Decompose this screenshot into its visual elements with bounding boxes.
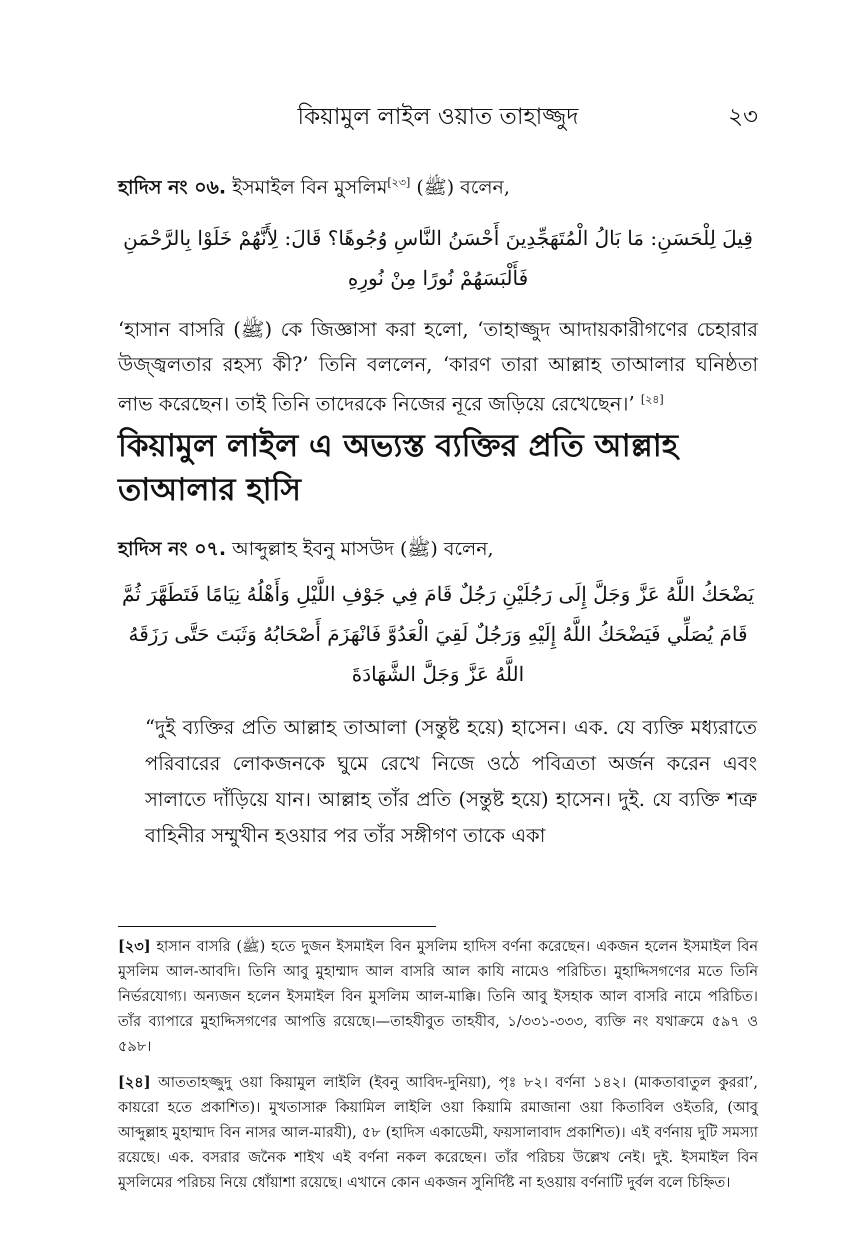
hadith-6-verb: বলেন,: [454, 176, 510, 199]
hadith-6-label: হাদিস নং ০৬.: [118, 176, 227, 199]
footnote-text: আততাহজ্জুদু ওয়া কিয়ামুল লাইলি (ইবনু আবিদ-দুনিয়া), পৃঃ ৮২। বর্ণনা ১৪২। (মাকতাবাতুল কুররা’, কায়রো হতে প্রকাশিত)। মুখতাসারু কিয়ামিল লাইলি ওয়া কিয়ামি রমাজানা ওয়া কিতাবিল ওইতরি, (আবু আব্দুল্লাহ মুহাম্মাদ বিন নাসর আল-মারযী), ৫৮ (হাদিস একাডেমী, ফয়সালাবাদ প্রকাশিত)। এই বর্ণনায় দুটি সমস্যা রয়েছে। এক. বসরার জনৈক শাইখ এই বর্ণনা নকল করেছেন। তাঁর পরিচয় উল্লেখ নেই। দুই. ইসমাইল বিন মুসলিমের পরিচয় নিয়ে ধোঁয়াশা রয়েছে। এখানে কোন একজন সুনির্দিষ্ট না হওয়ায় বর্ণনাটি দুর্বল বলে চিহ্নিত।: [118, 1075, 758, 1191]
hadith-7-arabic: [118, 574, 758, 694]
running-header: [118, 96, 758, 132]
hadith-7-intro: [118, 536, 758, 562]
arabic-line: يَضْحَكُ اللَّهُ عَزَّ وَجَلَّ إِلَى رَجُلَيْنِ رَجُلٌ قَامَ فِي جَوْفِ اللَّيْلِ وَأَهْلُهُ نِيَامًا فَتَطَهَّرَ ثُمَّ: [121, 582, 755, 606]
hadith-7-honorific: (ﷺ): [393, 538, 438, 560]
arabic-line: فَأَلْبَسَهُمْ نُورًا مِنْ نُورِهِ: [347, 266, 529, 290]
hadith-7-verb: বলেন,: [437, 538, 494, 560]
hadith-7-narrator: আব্দুল্লাহ ইবনু মাসউদ: [226, 538, 394, 560]
footnote-mark: [২৪]: [118, 1074, 151, 1091]
hadith-6-intro: [118, 170, 758, 200]
footnote-ref-24[interactable]: [২৪]: [640, 393, 664, 406]
hadith-6-arabic: [118, 218, 758, 298]
hadith-7-translation: “দুই ব্যক্তির প্রতি আল্লাহ তাআলা (সন্তুষ্ট হয়ে) হাসেন। এক. যে ব্যক্তি মধ্যরাতে পরিবারের লোকজনকে ঘুমে রেখে নিজে ওঠে পবিত্রতা অর্জন করেন এবং সালাতে দাঁড়িয়ে যান। আল্লাহ তাঁর প্রতি (সন্তুষ্ট হয়ে) হাসেন। দুই. যে ব্যক্তি শত্রু বাহিনীর সম্মুখীন হওয়ার পর তাঁর সঙ্গীগণ তাকে একা: [145, 716, 757, 847]
translation-text: ‘হাসান বাসরি (ﷺ) কে জিজ্ঞাসা করা হলো, ‘তাহাজ্জুদ আদায়কারীগণের চেহারার উজ্জ্বলতার রহস্য কী?’ তিনি বললেন, ‘কারণ তারা আল্লাহ তাআলার ঘনিষ্ঠতা লাভ করেছেন। তাই তিনি তাদেরকে নিজের নূরে জড়িয়ে রেখেছেন।’: [118, 318, 758, 416]
hadith-6-honorific: (ﷺ): [410, 176, 455, 199]
section-heading: কিয়ামুল লাইল এ অভ্যস্ত ব্যক্তির প্রতি আল্লাহ তাআলার হাসি: [118, 428, 679, 508]
footnote-23: [118, 934, 758, 1060]
footnote-ref-23[interactable]: [২৩]: [387, 176, 411, 189]
arabic-line: قَامَ يُصَلِّي فَيَضْحَكُ اللَّهُ إِلَيْهِ وَرَجُلٌ لَقِيَ الْعَدُوَّ فَانْهَزَمَ أَصْحَابُهُ وَثَبَتَ حَتَّى رَزَقَهُ: [128, 622, 748, 646]
footnote-24: [118, 1070, 758, 1196]
footnote-mark: [২৩]: [118, 938, 151, 955]
hadith-6-translation: [118, 312, 758, 422]
footnote-divider: [118, 926, 436, 927]
arabic-line: قِيلَ لِلْحَسَنِ: مَا بَالُ الْمُتَهَجِّدِينَ أَحْسَنُ النَّاسِ وُجُوهًا؟ قَالَ: لِأَنَّهُمْ خَلَوْا بِالرَّحْمَنِ: [123, 226, 753, 250]
footnote-text: হাসান বাসরি (ﷺ) হতে দুজন ইসমাইল বিন মুসলিম হাদিস বর্ণনা করেছেন। একজন হলেন ইসমাইল বিন মুসলিম আল-আবদি। তিনি আবু মুহাম্মাদ আল বাসরি আল কাযি নামেও পরিচিত। মুহাদ্দিসগণের মতে তিনি নির্ভরযোগ্য। অন্যজন হলেন ইসমাইল বিন মুসলিম আল-মাক্কি। তিনি আবু ইসহাক আল বাসরি নামে পরিচিত। তাঁর ব্যাপারে মুহাদ্দিসগণের আপত্তি রয়েছে।—তাহযীবুত তাহযীব, ১/৩৩১-৩৩৩, ব্যক্তি নং যথাক্রমে ৫৯৭ ও ৫৯৮।: [118, 939, 758, 1055]
arabic-line: اللَّهُ عَزَّ وَجَلَّ الشَّهَادَةَ: [351, 662, 525, 686]
page-number: ২৩: [728, 104, 758, 130]
hadith-7-label: হাদিস নং ০৭.: [118, 538, 227, 560]
hadith-6-narrator: ইসমাইল বিন মুসলিম: [226, 176, 388, 199]
book-title: কিয়ামুল লাইল ওয়াত তাহাজ্জুদ: [297, 104, 579, 130]
